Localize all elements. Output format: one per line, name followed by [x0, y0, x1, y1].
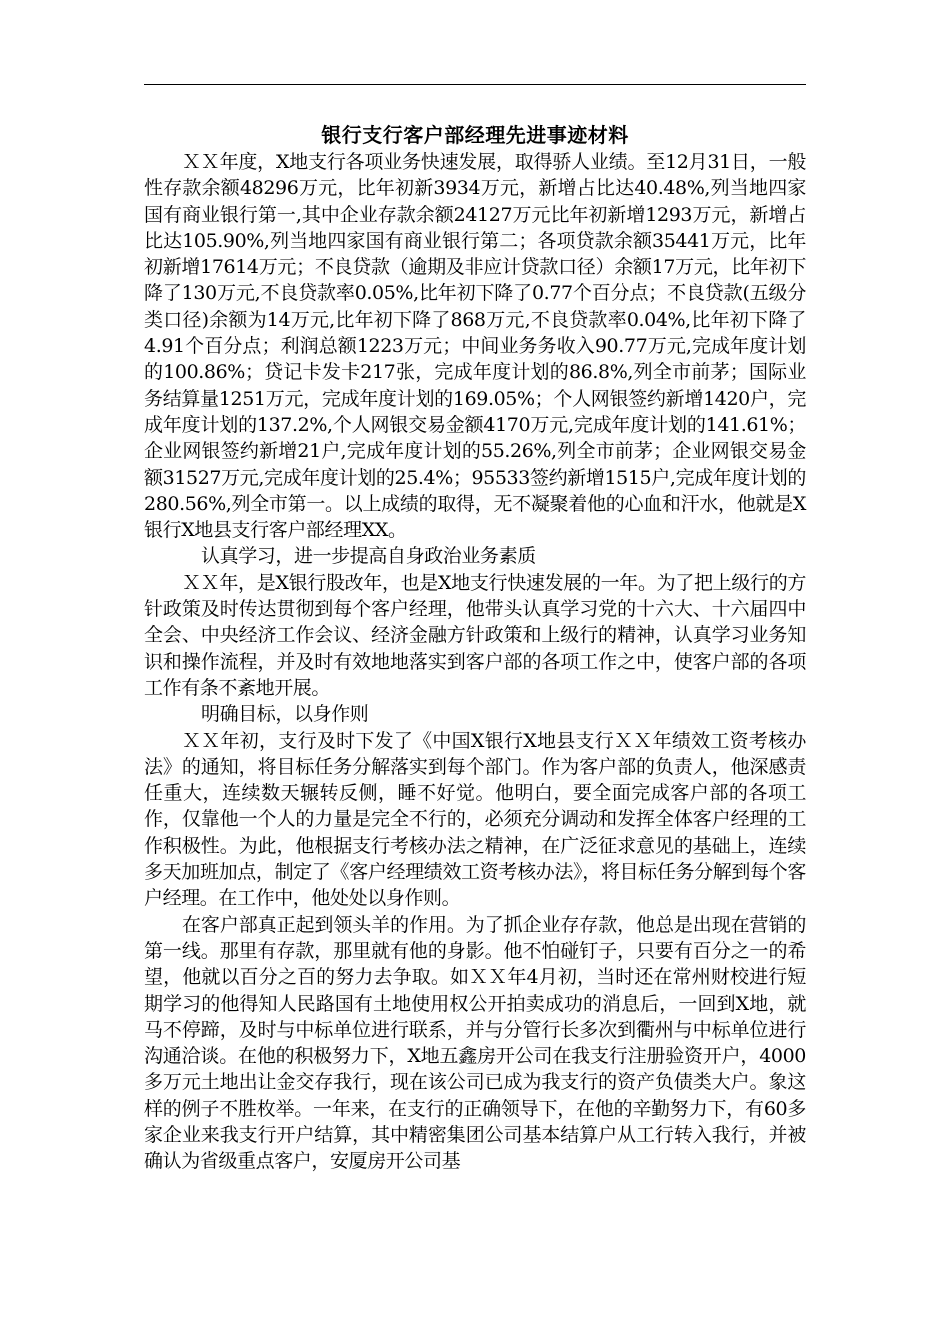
- section-heading-study: 认真学习，进一步提高自身政治业务素质: [201, 545, 536, 568]
- document-body: [144, 122, 806, 1175]
- paragraph-achievements: ＸＸ年度，X地支行各项业务快速发展，取得骄人业绩。至12月31日，一般性存款余额48296万元，比年初新3934万元，新增占比达40.48%,列当地四家国有商业银行第一,其中企业存款余额24127万元比年初新增1293万元，新增占比达105.90%,列当地四家国有商业银行第二；各项贷款余额35441万元，比年初新增17614万元；不良贷款（逾期及非应计贷款口径）余额17万元，比年初下降了130万元,不良贷款率0.05%,比年初下降了0.77个百分点；不良贷款(五级分类口径)余额为14万元,比年初下降了868万元,不良贷款率0.04%,比年初下降了4.91个百分点；利润总额1223万元；中间业务务收入90.77万元,完成年度计划的100.86%；贷记卡发卡217张，完成年度计划的86.8%,列全市前茅；国际业务结算量1251万元，完成年度计划的169.05%；个人网银签约新增1420户，完成年度计划的137.2%,个人网银交易金额4170万元,完成年度计划的141.61%；企业网银签约新增21户,完成年度计划的55.26%,列全市前茅；企业网银交易金额31527万元,完成年度计划的25.4%；95533签约新增1515户,完成年度计划的280.56%,列全市第一。以上成绩的取得，无不凝聚着他的心血和汗水，他就是X银行X地县支行客户部经理XX。: [144, 151, 806, 542]
- paragraph-leadership: 在客户部真正起到领头羊的作用。为了抓企业存存款，他总是出现在营销的第一线。那里有存款，那里就有他的身影。他不怕碰钉子，只要有百分之一的希望，他就以百分之百的努力去争取。如ＸＸ年4月初，当时还在常州财校进行短期学习的他得知人民路国有土地使用权公开拍卖成功的消息后，一回到X地，就马不停蹄，及时与中标单位进行联系，并与分管行长多次到衢州与中标单位进行沟通洽谈。在他的积极努力下，X地五鑫房开公司在我支行注册验资开户，4000多万元土地出让金交存我行，现在该公司已成为我支行的资产负债类大户。象这样的例子不胜枚举。一年来，在支行的正确领导下，在他的辛勤努力下，有60多家企业来我支行开户结算，其中精密集团公司基本结算户从工行转入我行，并被确认为省级重点客户，安厦房开公司基: [144, 913, 806, 1173]
- document-title: 银行支行客户部经理先进事迹材料: [321, 123, 629, 147]
- paragraph-goals: ＸＸ年初，支行及时下发了《中国X银行X地县支行ＸＸ年绩效工资考核办法》的通知，将目标任务分解落实到每个部门。作为客户部的负责人，他深感责任重大，连续数天辗转反侧，睡不好觉。他明白，要全面完成客户部的各项工作，仅靠他一个人的力量是完全不行的，必须充分调动和发挥全体客户经理的工作积极性。为此，他根据支行考核办法之精神，在广泛征求意见的基础上，连续多天加班加点，制定了《客户经理绩效工资考核办法》，将目标任务分解到每个客户经理。在工作中，他处处以身作则。: [144, 729, 806, 910]
- header-rule: [144, 84, 806, 85]
- section-heading-goals: 明确目标，以身作则: [201, 703, 369, 726]
- paragraph-study: ＸＸ年，是X银行股改年，也是X地支行快速发展的一年。为了把上级行的方针政策及时传达贯彻到每个客户经理，他带头认真学习党的十六大、十六届四中全会、中央经济工作会议、经济金融方针政策和上级行的精神，认真学习业务知识和操作流程，并及时有效地地落实到客户部的各项工作之中，使客户部的各项工作有条不紊地开展。: [144, 571, 806, 699]
